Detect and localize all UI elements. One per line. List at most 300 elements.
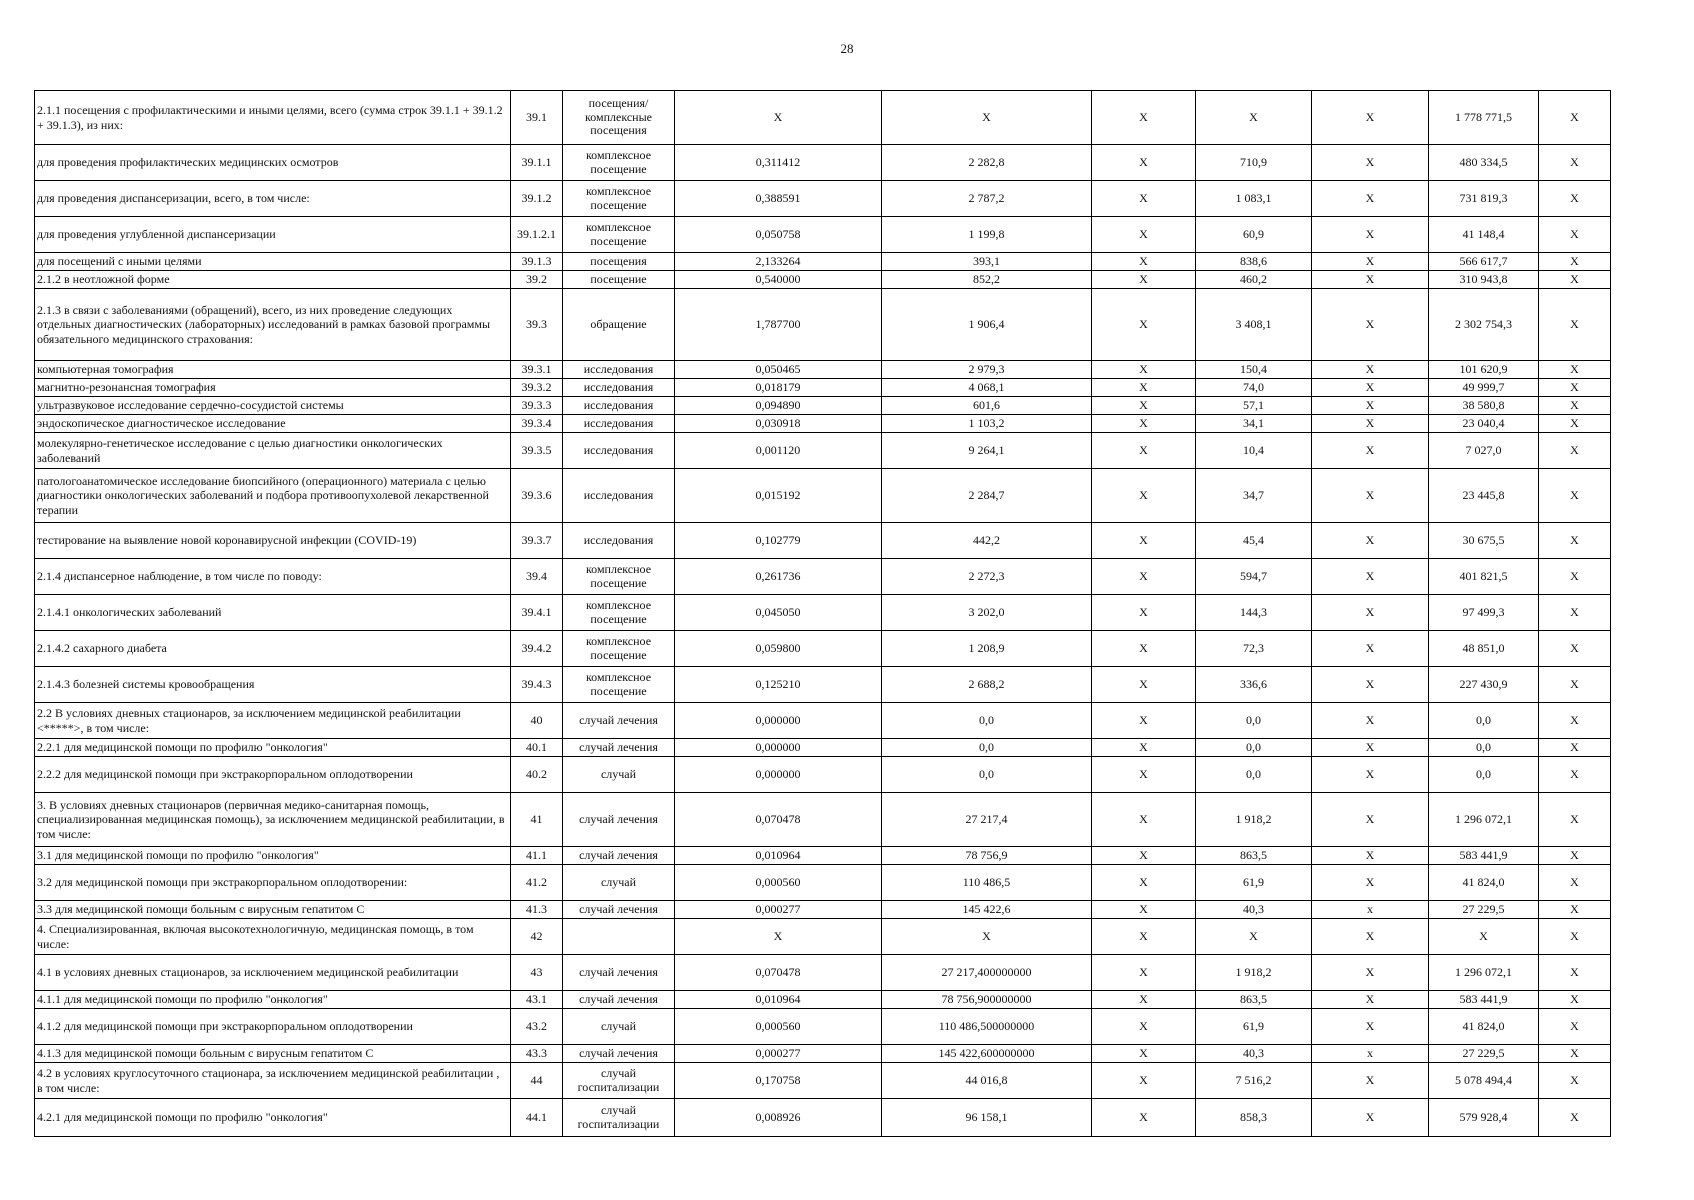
cell-name: 3. В условиях дневных стационаров (первичная медико-санитарная помощь, специализированная медицинская помощь), за исключением медицинской реабилитации, в том числе: — [35, 793, 511, 847]
cell-name: 2.2 В условиях дневных стационаров, за исключением медицинской реабилитации <*****>, в том числе: — [35, 703, 511, 739]
cell-cost: 27 217,400000000 — [882, 955, 1092, 991]
cell-norm: 0,010964 — [675, 847, 882, 865]
cell-budget-total: X — [1312, 991, 1429, 1009]
cell-budget-per-capita: X — [1092, 991, 1196, 1009]
cell-norm: X — [675, 91, 882, 145]
table-row — [35, 1009, 1611, 1045]
cell-norm: 0,102779 — [675, 523, 882, 559]
cell-code: 39.3.1 — [511, 361, 563, 379]
table-row — [35, 1045, 1611, 1063]
cell-norm: 0,000560 — [675, 1009, 882, 1045]
cell-norm: X — [675, 919, 882, 955]
table-row — [35, 271, 1611, 289]
cell-norm: 0,388591 — [675, 181, 882, 217]
cell-budget-total: X — [1312, 415, 1429, 433]
table-row — [35, 703, 1611, 739]
cell-budget-per-capita: X — [1092, 145, 1196, 181]
cell-budget-per-capita: X — [1092, 667, 1196, 703]
cell-code: 39.1.1 — [511, 145, 563, 181]
cell-budget-per-capita: X — [1092, 865, 1196, 901]
cell-percent: X — [1539, 145, 1611, 181]
cell-unit: исследования — [563, 379, 675, 397]
cell-budget-total: X — [1312, 703, 1429, 739]
cell-oms-total: 27 229,5 — [1429, 1045, 1539, 1063]
cell-norm: 0,311412 — [675, 145, 882, 181]
table-row — [35, 361, 1611, 379]
cell-oms-total: 7 027,0 — [1429, 433, 1539, 469]
cell-norm: 0,170758 — [675, 1063, 882, 1099]
table-row — [35, 433, 1611, 469]
cell-percent: X — [1539, 739, 1611, 757]
cell-norm: 0,540000 — [675, 271, 882, 289]
cell-percent: X — [1539, 919, 1611, 955]
cell-budget-per-capita: X — [1092, 919, 1196, 955]
table-body — [35, 91, 1611, 1137]
cell-oms-total: 5 078 494,4 — [1429, 1063, 1539, 1099]
cell-cost: 110 486,500000000 — [882, 1009, 1092, 1045]
cell-unit: исследования — [563, 523, 675, 559]
cell-name: 4.2.1 для медицинской помощи по профилю "онкология" — [35, 1099, 511, 1137]
cell-code: 43 — [511, 955, 563, 991]
cell-norm: 0,045050 — [675, 595, 882, 631]
cell-code: 39.3.4 — [511, 415, 563, 433]
cell-oms-total: 227 430,9 — [1429, 667, 1539, 703]
cell-percent: X — [1539, 631, 1611, 667]
cell-unit: случай лечения — [563, 847, 675, 865]
cell-budget-total: X — [1312, 1099, 1429, 1137]
cell-norm: 0,000000 — [675, 739, 882, 757]
cell-code: 39.3.7 — [511, 523, 563, 559]
cell-oms-total: 1 778 771,5 — [1429, 91, 1539, 145]
cell-percent: X — [1539, 991, 1611, 1009]
cell-cost: 1 208,9 — [882, 631, 1092, 667]
cell-unit: комплексное посещение — [563, 631, 675, 667]
cell-budget-per-capita: X — [1092, 1009, 1196, 1045]
cell-oms-total: 2 302 754,3 — [1429, 289, 1539, 361]
cell-budget-total: X — [1312, 739, 1429, 757]
cell-oms-per-capita: 858,3 — [1196, 1099, 1312, 1137]
cell-unit: случай — [563, 1009, 675, 1045]
cell-norm: 0,015192 — [675, 469, 882, 523]
cell-budget-total: X — [1312, 91, 1429, 145]
cell-cost: 442,2 — [882, 523, 1092, 559]
cell-oms-per-capita: 1 918,2 — [1196, 793, 1312, 847]
cell-norm: 0,030918 — [675, 415, 882, 433]
cell-percent: X — [1539, 1045, 1611, 1063]
cell-name: 4. Специализированная, включая высокотехнологичную, медицинская помощь, в том числе: — [35, 919, 511, 955]
cell-budget-total: X — [1312, 955, 1429, 991]
cell-percent: X — [1539, 91, 1611, 145]
cell-percent: X — [1539, 1099, 1611, 1137]
table-row — [35, 145, 1611, 181]
table-row — [35, 91, 1611, 145]
cell-name: 2.1.2 в неотложной форме — [35, 271, 511, 289]
cell-code: 43.1 — [511, 991, 563, 1009]
cell-oms-total: 1 296 072,1 — [1429, 793, 1539, 847]
cell-oms-total: 101 620,9 — [1429, 361, 1539, 379]
cell-budget-total: X — [1312, 1009, 1429, 1045]
cell-norm: 0,261736 — [675, 559, 882, 595]
cell-norm: 0,125210 — [675, 667, 882, 703]
cell-name: 4.1.1 для медицинской помощи по профилю "онкология" — [35, 991, 511, 1009]
cell-budget-total: X — [1312, 469, 1429, 523]
cell-oms-total: 480 334,5 — [1429, 145, 1539, 181]
cell-oms-per-capita: 594,7 — [1196, 559, 1312, 595]
cell-cost: 145 422,600000000 — [882, 1045, 1092, 1063]
cell-oms-per-capita: 10,4 — [1196, 433, 1312, 469]
cell-percent: X — [1539, 865, 1611, 901]
cell-code: 39.3.2 — [511, 379, 563, 397]
cell-budget-per-capita: X — [1092, 739, 1196, 757]
cell-oms-per-capita: 336,6 — [1196, 667, 1312, 703]
cell-percent: X — [1539, 667, 1611, 703]
cell-name: 2.1.4.3 болезней системы кровообращения — [35, 667, 511, 703]
cell-budget-per-capita: X — [1092, 91, 1196, 145]
cell-oms-total: 583 441,9 — [1429, 847, 1539, 865]
cell-cost: 27 217,4 — [882, 793, 1092, 847]
cell-cost: 96 158,1 — [882, 1099, 1092, 1137]
cell-budget-per-capita: X — [1092, 1045, 1196, 1063]
table-row — [35, 397, 1611, 415]
cell-name: 2.1.3 в связи с заболеваниями (обращений), всего, из них проведение следующих отдельных диагностических (лабораторных) исследований в рамках базовой программы обязательного медицинского страхования: — [35, 289, 511, 361]
cell-code: 40.2 — [511, 757, 563, 793]
table-row — [35, 991, 1611, 1009]
cell-unit: случай — [563, 865, 675, 901]
cell-cost: 852,2 — [882, 271, 1092, 289]
cell-budget-per-capita: X — [1092, 757, 1196, 793]
cell-budget-total: X — [1312, 181, 1429, 217]
cell-oms-per-capita: 3 408,1 — [1196, 289, 1312, 361]
cell-oms-per-capita: 40,3 — [1196, 901, 1312, 919]
cell-code: 40 — [511, 703, 563, 739]
cell-name: 2.1.1 посещения с профилактическими и иными целями, всего (сумма строк 39.1.1 + 39.1.2 + 39.1.3), из них: — [35, 91, 511, 145]
cell-name: 4.1 в условиях дневных стационаров, за исключением медицинской реабилитации — [35, 955, 511, 991]
cell-oms-per-capita: 40,3 — [1196, 1045, 1312, 1063]
cell-budget-per-capita: X — [1092, 433, 1196, 469]
cell-name: ультразвуковое исследование сердечно-сосудистой системы — [35, 397, 511, 415]
cell-cost: 2 282,8 — [882, 145, 1092, 181]
table-row — [35, 181, 1611, 217]
cell-unit: исследования — [563, 397, 675, 415]
cell-oms-total: 566 617,7 — [1429, 253, 1539, 271]
cell-oms-total: 579 928,4 — [1429, 1099, 1539, 1137]
cell-budget-total: X — [1312, 667, 1429, 703]
cell-code: 39.3.6 — [511, 469, 563, 523]
cell-percent: X — [1539, 559, 1611, 595]
cell-oms-per-capita: 863,5 — [1196, 991, 1312, 1009]
cell-budget-total: X — [1312, 361, 1429, 379]
cell-name: 3.1 для медицинской помощи по профилю "онкология" — [35, 847, 511, 865]
table-row — [35, 469, 1611, 523]
table-row — [35, 667, 1611, 703]
cell-percent: X — [1539, 379, 1611, 397]
cell-name: 3.2 для медицинской помощи при экстракорпоральном оплодотворении: — [35, 865, 511, 901]
cell-code: 39.2 — [511, 271, 563, 289]
cell-name: для посещений с иными целями — [35, 253, 511, 271]
table-row — [35, 865, 1611, 901]
cell-name: 2.1.4.2 сахарного диабета — [35, 631, 511, 667]
cell-budget-total: x — [1312, 1045, 1429, 1063]
cell-budget-per-capita: X — [1092, 793, 1196, 847]
cell-oms-per-capita: X — [1196, 91, 1312, 145]
cell-percent: X — [1539, 361, 1611, 379]
cell-budget-per-capita: X — [1092, 397, 1196, 415]
cell-cost: 2 979,3 — [882, 361, 1092, 379]
cell-budget-total: X — [1312, 523, 1429, 559]
cell-cost: 0,0 — [882, 703, 1092, 739]
cell-code: 43.3 — [511, 1045, 563, 1063]
cell-budget-total: X — [1312, 217, 1429, 253]
table-row — [35, 919, 1611, 955]
cell-oms-per-capita: 34,7 — [1196, 469, 1312, 523]
cell-code: 39.1.2 — [511, 181, 563, 217]
cell-cost: 393,1 — [882, 253, 1092, 271]
cell-oms-total: 27 229,5 — [1429, 901, 1539, 919]
cell-budget-total: X — [1312, 757, 1429, 793]
cell-name: для проведения диспансеризации, всего, в том числе: — [35, 181, 511, 217]
cell-cost: 9 264,1 — [882, 433, 1092, 469]
cell-oms-total: 23 445,8 — [1429, 469, 1539, 523]
cell-norm: 0,000560 — [675, 865, 882, 901]
cell-code: 39.4.1 — [511, 595, 563, 631]
cell-cost: 145 422,6 — [882, 901, 1092, 919]
cell-name: 4.2 в условиях круглосуточного стационара, за исключением медицинской реабилитации , в том числе: — [35, 1063, 511, 1099]
cell-unit: случай лечения — [563, 739, 675, 757]
cell-budget-per-capita: X — [1092, 253, 1196, 271]
cell-norm: 0,094890 — [675, 397, 882, 415]
table-row — [35, 1099, 1611, 1137]
cell-oms-total: 48 851,0 — [1429, 631, 1539, 667]
cell-budget-total: X — [1312, 253, 1429, 271]
cell-oms-per-capita: X — [1196, 919, 1312, 955]
cell-code: 39.1 — [511, 91, 563, 145]
cell-oms-per-capita: 34,1 — [1196, 415, 1312, 433]
cell-cost: 0,0 — [882, 757, 1092, 793]
cell-budget-per-capita: X — [1092, 631, 1196, 667]
table-row — [35, 757, 1611, 793]
cell-oms-total: 0,0 — [1429, 739, 1539, 757]
cell-name: 3.3 для медицинской помощи больным с вирусным гепатитом С — [35, 901, 511, 919]
cell-cost: 2 688,2 — [882, 667, 1092, 703]
cell-oms-per-capita: 0,0 — [1196, 739, 1312, 757]
cell-cost: 1 199,8 — [882, 217, 1092, 253]
cell-unit: случай госпитализации — [563, 1063, 675, 1099]
cell-name: для проведения углубленной диспансеризации — [35, 217, 511, 253]
cell-name: 2.1.4.1 онкологических заболеваний — [35, 595, 511, 631]
cell-oms-per-capita: 61,9 — [1196, 1009, 1312, 1045]
cell-oms-total: 41 824,0 — [1429, 1009, 1539, 1045]
cell-percent: X — [1539, 397, 1611, 415]
cell-name: 2.2.1 для медицинской помощи по профилю "онкология" — [35, 739, 511, 757]
cell-budget-per-capita: X — [1092, 523, 1196, 559]
cell-norm: 0,001120 — [675, 433, 882, 469]
cell-code: 39.4 — [511, 559, 563, 595]
cell-cost: 110 486,5 — [882, 865, 1092, 901]
cell-code: 40.1 — [511, 739, 563, 757]
cell-norm: 0,070478 — [675, 955, 882, 991]
table-row — [35, 379, 1611, 397]
cell-unit: случай лечения — [563, 901, 675, 919]
cell-cost: 1 103,2 — [882, 415, 1092, 433]
cell-oms-total: 41 824,0 — [1429, 865, 1539, 901]
cell-oms-total: 1 296 072,1 — [1429, 955, 1539, 991]
cell-percent: X — [1539, 181, 1611, 217]
cell-oms-total: 41 148,4 — [1429, 217, 1539, 253]
cell-oms-per-capita: 863,5 — [1196, 847, 1312, 865]
cell-code: 39.4.3 — [511, 667, 563, 703]
table-row — [35, 901, 1611, 919]
cell-unit: комплексное посещение — [563, 217, 675, 253]
cell-unit: случай лечения — [563, 793, 675, 847]
cell-unit: комплексное посещение — [563, 595, 675, 631]
cell-budget-per-capita: X — [1092, 289, 1196, 361]
cell-oms-total: 97 499,3 — [1429, 595, 1539, 631]
cell-percent: X — [1539, 793, 1611, 847]
cell-oms-total: 30 675,5 — [1429, 523, 1539, 559]
table-row — [35, 793, 1611, 847]
cell-budget-per-capita: X — [1092, 469, 1196, 523]
cell-norm: 1,787700 — [675, 289, 882, 361]
cell-oms-per-capita: 0,0 — [1196, 703, 1312, 739]
cell-norm: 0,000277 — [675, 1045, 882, 1063]
cell-oms-total: 0,0 — [1429, 757, 1539, 793]
cell-oms-total: 731 819,3 — [1429, 181, 1539, 217]
cell-code: 41.3 — [511, 901, 563, 919]
table-row — [35, 955, 1611, 991]
cell-code: 41.1 — [511, 847, 563, 865]
cell-norm: 2,133264 — [675, 253, 882, 271]
cell-budget-total: X — [1312, 631, 1429, 667]
table-row — [35, 523, 1611, 559]
cell-budget-per-capita: X — [1092, 415, 1196, 433]
table-row — [35, 847, 1611, 865]
cell-code: 39.4.2 — [511, 631, 563, 667]
cell-budget-per-capita: X — [1092, 1063, 1196, 1099]
table-row — [35, 739, 1611, 757]
cell-name: патологоанатомическое исследование биопсийного (операционного) материала с целью диагностики онкологических заболеваний и подбора противоопухолевой лекарственной терапии — [35, 469, 511, 523]
cell-norm: 0,000000 — [675, 703, 882, 739]
cell-cost: 2 272,3 — [882, 559, 1092, 595]
cell-unit: случай госпитализации — [563, 1099, 675, 1137]
cell-cost: 78 756,900000000 — [882, 991, 1092, 1009]
cell-budget-per-capita: X — [1092, 181, 1196, 217]
cell-unit: случай лечения — [563, 1045, 675, 1063]
cell-name: эндоскопическое диагностическое исследование — [35, 415, 511, 433]
cell-cost: 2 284,7 — [882, 469, 1092, 523]
cell-oms-per-capita: 61,9 — [1196, 865, 1312, 901]
cell-code: 39.1.3 — [511, 253, 563, 271]
cell-oms-per-capita: 838,6 — [1196, 253, 1312, 271]
cell-oms-per-capita: 45,4 — [1196, 523, 1312, 559]
table-row — [35, 217, 1611, 253]
cell-percent: X — [1539, 1009, 1611, 1045]
cell-code: 43.2 — [511, 1009, 563, 1045]
cell-cost: 4 068,1 — [882, 379, 1092, 397]
cell-budget-total: X — [1312, 793, 1429, 847]
cell-unit — [563, 919, 675, 955]
cell-budget-total: X — [1312, 1063, 1429, 1099]
cell-unit: случай лечения — [563, 955, 675, 991]
cell-cost: X — [882, 919, 1092, 955]
cell-unit: исследования — [563, 469, 675, 523]
cell-unit: комплексное посещение — [563, 181, 675, 217]
cell-norm: 0,059800 — [675, 631, 882, 667]
cell-oms-per-capita: 460,2 — [1196, 271, 1312, 289]
cell-oms-per-capita: 1 083,1 — [1196, 181, 1312, 217]
page-number: 28 — [840, 41, 854, 56]
cell-oms-per-capita: 144,3 — [1196, 595, 1312, 631]
cell-percent: X — [1539, 1063, 1611, 1099]
table-row — [35, 559, 1611, 595]
cell-budget-total: X — [1312, 559, 1429, 595]
cell-percent: X — [1539, 703, 1611, 739]
data-table — [34, 90, 1611, 1137]
cell-oms-per-capita: 57,1 — [1196, 397, 1312, 415]
cell-name: 2.1.4 диспансерное наблюдение, в том числе по поводу: — [35, 559, 511, 595]
cell-name: 2.2.2 для медицинской помощи при экстракорпоральном оплодотворении — [35, 757, 511, 793]
cell-budget-per-capita: X — [1092, 1099, 1196, 1137]
cell-norm: 0,070478 — [675, 793, 882, 847]
cell-budget-per-capita: X — [1092, 379, 1196, 397]
cell-norm: 0,000000 — [675, 757, 882, 793]
cell-oms-total: 0,0 — [1429, 703, 1539, 739]
cell-name: для проведения профилактических медицинских осмотров — [35, 145, 511, 181]
cell-budget-total: x — [1312, 901, 1429, 919]
cell-percent: X — [1539, 415, 1611, 433]
cell-budget-total: X — [1312, 271, 1429, 289]
cell-cost: 1 906,4 — [882, 289, 1092, 361]
cell-name: тестирование на выявление новой коронавирусной инфекции (COVID-19) — [35, 523, 511, 559]
cell-budget-per-capita: X — [1092, 559, 1196, 595]
cell-cost: X — [882, 91, 1092, 145]
cell-unit: комплексное посещение — [563, 667, 675, 703]
cell-code: 44.1 — [511, 1099, 563, 1137]
cell-norm: 0,000277 — [675, 901, 882, 919]
cell-unit: посещения — [563, 253, 675, 271]
cell-unit: исследования — [563, 415, 675, 433]
cell-percent: X — [1539, 271, 1611, 289]
cell-budget-total: X — [1312, 433, 1429, 469]
cell-budget-per-capita: X — [1092, 361, 1196, 379]
cell-oms-total: 49 999,7 — [1429, 379, 1539, 397]
cell-percent: X — [1539, 253, 1611, 271]
cell-budget-per-capita: X — [1092, 847, 1196, 865]
cell-unit: посещения/комплексные посещения — [563, 91, 675, 145]
cell-oms-total: 583 441,9 — [1429, 991, 1539, 1009]
cell-norm: 0,050465 — [675, 361, 882, 379]
cell-unit: посещение — [563, 271, 675, 289]
cell-cost: 601,6 — [882, 397, 1092, 415]
cell-percent: X — [1539, 955, 1611, 991]
cell-budget-total: X — [1312, 289, 1429, 361]
cell-unit: исследования — [563, 361, 675, 379]
cell-budget-per-capita: X — [1092, 595, 1196, 631]
cell-norm: 0,018179 — [675, 379, 882, 397]
cell-budget-per-capita: X — [1092, 271, 1196, 289]
cell-budget-per-capita: X — [1092, 217, 1196, 253]
cell-budget-total: X — [1312, 919, 1429, 955]
cell-oms-total: 401 821,5 — [1429, 559, 1539, 595]
cell-code: 39.3.3 — [511, 397, 563, 415]
cell-oms-per-capita: 710,9 — [1196, 145, 1312, 181]
cell-percent: X — [1539, 595, 1611, 631]
cell-unit: исследования — [563, 433, 675, 469]
cell-percent: X — [1539, 757, 1611, 793]
cell-cost: 3 202,0 — [882, 595, 1092, 631]
cell-oms-total: X — [1429, 919, 1539, 955]
cell-code: 42 — [511, 919, 563, 955]
cell-budget-total: X — [1312, 847, 1429, 865]
